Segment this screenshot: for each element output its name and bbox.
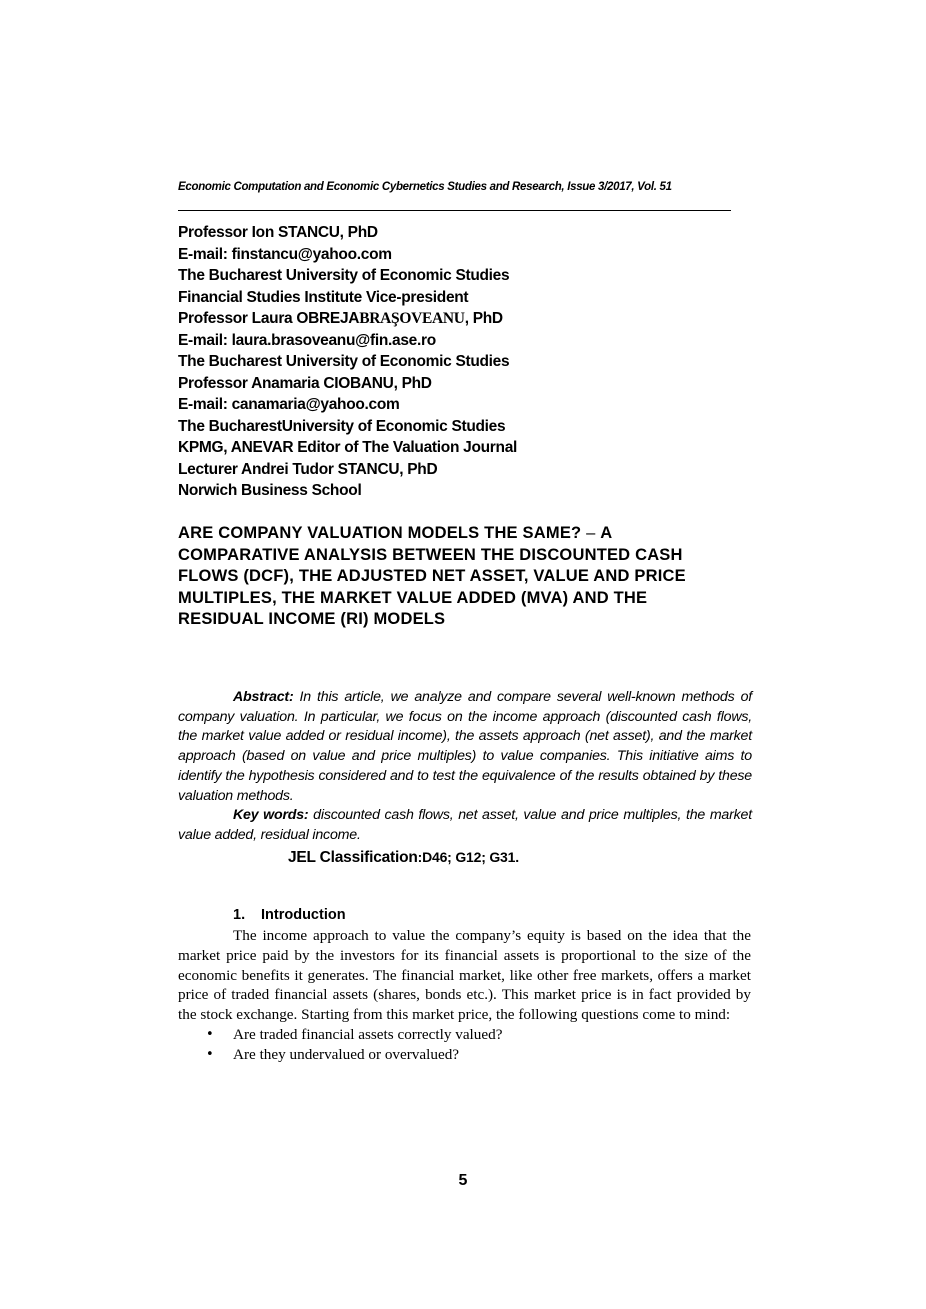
title-line: RESIDUAL INCOME (RI) MODELS [178,610,446,628]
abstract-text: In this article, we analyze and compare several well-known methods of company valuation. In particular, we focus on the income approach (discounted cash flows, the market value added or residual income), the assets approach (net asset), and the market approach (based on value and price multiples) to value companies. This initiative aims to identify the hypothesis considered and to test the equivalence of the results obtained by these valuation methods. [178,689,752,804]
bullet-list [178,1025,751,1065]
author-name-part: , PhD [464,310,503,327]
running-header: Economic Computation and Economic Cybernetics Studies and Research, Issue 3/2017, Vol. 51 [178,181,672,193]
page-number: 5 [458,1172,468,1189]
author-affiliation: The Bucharest University of Economic Studies [178,267,510,284]
list-item [178,1045,751,1065]
bullet-icon: • [206,1046,214,1062]
section-heading [233,907,346,923]
title-part: ARE COMPANY VALUATION MODELS THE SAME? [178,524,582,542]
title-line [178,523,753,545]
author-name: Professor Anamaria CIOBANU, PhD [178,374,432,392]
author-email: E-mail: laura.brasoveanu@fin.ase.ro [178,331,436,349]
header-rule [178,210,731,211]
author-name-part: BRAŞOVEANU [359,310,465,327]
title-line: COMPARATIVE ANALYSIS BETWEEN THE DISCOUNTED CASH [178,545,683,564]
jel-classification [178,846,752,869]
title-part: A [600,524,613,542]
author-name: Professor Ion STANCU, PhD [178,224,378,241]
title-line: FLOWS (DCF), THE ADJUSTED NET ASSET, VALUE AND PRICE [178,567,686,585]
author-email: E-mail: canamaria@yahoo.com [178,396,400,413]
abstract-label: Abstract: [233,689,294,705]
list-item-text: Are they undervalued or overvalued? [233,1045,460,1063]
author-name: Lecturer Andrei Tudor STANCU, PhD [178,460,438,478]
jel-codes: :D46; G12; G31. [417,848,519,865]
author-affiliation: Norwich Business School [178,482,362,499]
author-affiliation: The Bucharest University of Economic Studies [178,353,510,370]
keywords-text: discounted cash flows, net asset, value and price multiples, the market value added, residual income. [178,807,752,843]
keywords-label: Key words: [233,807,309,824]
intro-paragraph: The income approach to value the company’s equity is based on the idea that the market price paid by the investors for its financial assets is proportional to the size of the economic benefits it generates. The financial market, like other free markets, offers a market price of traded financial assets (shares, bonds etc.). This market price is in fact provided by the stock exchange. Starting from this market price, the following questions come to mind: [178,927,751,1024]
section-number: 1. [233,907,246,923]
abstract [178,688,752,869]
title-dash: – [581,524,601,542]
author-name-part: Professor Laura OBREJA [178,310,360,327]
keywords-paragraph [178,806,752,845]
author-affiliation: Financial Studies Institute Vice-president [178,288,469,306]
section-title: Introduction [261,907,346,923]
introduction-body [178,926,751,1065]
list-item-text: Are traded financial assets correctly valued? [233,1025,503,1043]
paper-title [178,523,753,631]
list-item [178,1025,751,1045]
author-email: E-mail: finstancu@yahoo.com [178,245,392,263]
author-block [178,222,738,502]
title-line: MULTIPLES, THE MARKET VALUE ADDED (MVA) AND THE [178,588,648,607]
author-affiliation: The BucharestUniversity of Economic Studies [178,417,506,435]
abstract-paragraph [178,688,752,806]
bullet-icon: • [206,1026,214,1042]
author-name [178,308,738,330]
author-affiliation: KPMG, ANEVAR Editor of The Valuation Journal [178,439,518,456]
jel-label: JEL Classification [288,848,418,866]
